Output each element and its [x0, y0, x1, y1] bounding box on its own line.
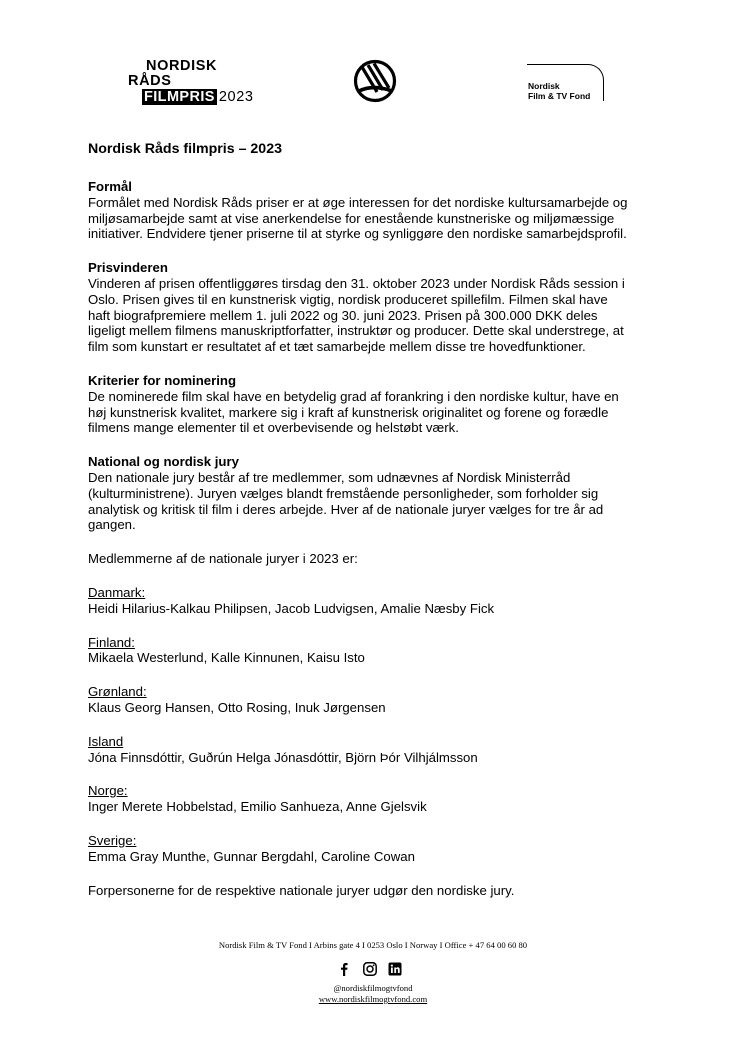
section-formaal: [88, 179, 688, 242]
paragraph-line: Vinderen af prisen offentliggøres tirsdag den 31. oktober 2023 under Nordisk Råds session i: [88, 275, 625, 291]
closing-paragraph: Forpersonerne for de respektive nationale juryer udgør den nordiske jury.: [88, 882, 515, 898]
nordisk-raads-filmpris-logo: [118, 58, 268, 106]
paragraph-line: filmens mange elementer til et overbevisende og helstøbt værk.: [88, 420, 459, 436]
section-heading: Formål: [88, 179, 132, 194]
jury-danmark: [88, 585, 688, 617]
paragraph-line: ligeligt mellem filmens manuskriptforfatter, instruktør og producer. Dette skal understrege, at: [88, 323, 624, 339]
jury-members: Mikaela Westerlund, Kalle Kinnunen, Kaisu Isto: [88, 650, 365, 666]
social-handle: @nordiskfilmogtvfond: [333, 983, 413, 993]
jury-members: Klaus Georg Hansen, Otto Rosing, Inuk Jørgensen: [88, 699, 386, 715]
paragraph-line: høj kunstnerisk kvalitet, markere sig i kraft af kunstnerisk originalitet og forene og forædle: [88, 404, 609, 420]
instagram-icon[interactable]: [362, 961, 378, 977]
paragraph-line: analytisk og kritisk til film i deres arbejde. Hver af de nationale juryer vælges for tre år ad: [88, 501, 604, 517]
logo-line-3: [142, 88, 254, 104]
section-heading: Kriterier for nominering: [88, 372, 237, 388]
jury-groenland: [88, 684, 688, 716]
section-heading: National og nordisk jury: [88, 454, 239, 470]
jury-sverige: [88, 833, 688, 865]
jury-members: Inger Merete Hobbelstad, Emilio Sanhueza, Anne Gjelsvik: [88, 799, 427, 815]
facebook-icon[interactable]: [336, 961, 352, 977]
logo-right-line-1: Nordisk: [528, 81, 560, 91]
paragraph-line: miljøsamarbejde samt at vise anerkendelse for enestående kunstneriske og miljømæssige: [88, 210, 615, 226]
paragraph-line: haft biografpremiere mellem 1. juli 2022 og 30. juni 2023. Prisen på 300.000 DKK deles: [88, 307, 598, 323]
logo-year: 2023: [218, 89, 254, 105]
paragraph-line: gangen.: [88, 517, 136, 533]
section-jury: [88, 454, 688, 533]
paragraph-line: initiativer. Endvidere tjener priserne til at styrke og synliggøre den nordiske samarbejdsprofil.: [88, 226, 627, 242]
paragraph-line: Den nationale jury består af tre medlemmer, som udnævnes af Nordisk Ministerråd: [88, 469, 571, 485]
jury-country: Island: [88, 733, 124, 749]
section-kriterier: [88, 373, 688, 436]
jury-country: Finland:: [88, 634, 135, 650]
logo-line-2: RÅDS: [128, 73, 172, 89]
website-link[interactable]: www.nordiskfilmogtvfond.com: [318, 994, 428, 1004]
jury-norge: [88, 783, 688, 815]
jury-members: Emma Gray Munthe, Gunnar Bergdahl, Caroline Cowan: [88, 848, 415, 864]
logo-right-line-2: Film & TV Fond: [528, 91, 591, 101]
jury-island: [88, 734, 688, 766]
jury-finland: [88, 635, 688, 667]
paragraph-line: (kulturministrene). Juryen vælges blandt fremstående personligheder, som forholder sig: [88, 485, 599, 501]
footer-address: Nordisk Film & TV Fond I Arbins gate 4 I 0253 Oslo I Norway I Office + 47 64 00 60 80: [218, 940, 528, 950]
page-title: Nordisk Råds filmpris – 2023: [88, 141, 282, 157]
jury-country: Danmark:: [88, 584, 146, 600]
jury-members: Jóna Finnsdóttir, Guðrún Helga Jónasdóttir, Björn Þór Vilhjálmsson: [88, 749, 478, 765]
linkedin-icon[interactable]: [387, 961, 403, 977]
logo-line-1: NORDISK: [146, 58, 218, 74]
jury-country: Norge:: [88, 783, 128, 799]
nordisk-film-tv-fond-logo: [527, 64, 607, 104]
paragraph-line: De nominerede film skal have en betydelig grad af forankring i den nordiske kultur, have en: [88, 388, 619, 404]
section-prisvinderen: [88, 260, 688, 355]
document-body: [88, 140, 688, 898]
social-icons: [336, 961, 416, 977]
jury-members: Heidi Hilarius-Kalkau Philipsen, Jacob Ludvigsen, Amalie Næsby Fick: [88, 600, 495, 616]
members-intro: Medlemmerne af de nationale juryer i 2023 er:: [88, 551, 358, 567]
paragraph-line: Oslo. Prisen gives til en kunstnerisk vigtig, nordisk produceret spillefilm. Filmen skal have: [88, 291, 608, 307]
jury-country: Grønland:: [88, 684, 147, 700]
paragraph-line: Formålet med Nordisk Råds priser er at øge interessen for det nordiske kultursamarbejde og: [88, 194, 628, 210]
section-heading: Prisvinderen: [88, 260, 168, 276]
paragraph-line: film som kunstart er resultatet af et tæt samarbejde mellem disse tre hovedfunktioner.: [88, 339, 586, 355]
jury-country: Sverige:: [88, 832, 137, 848]
nordic-swan-icon: [352, 58, 398, 104]
logo-filmpris-box: FILMPRIS: [144, 89, 215, 105]
